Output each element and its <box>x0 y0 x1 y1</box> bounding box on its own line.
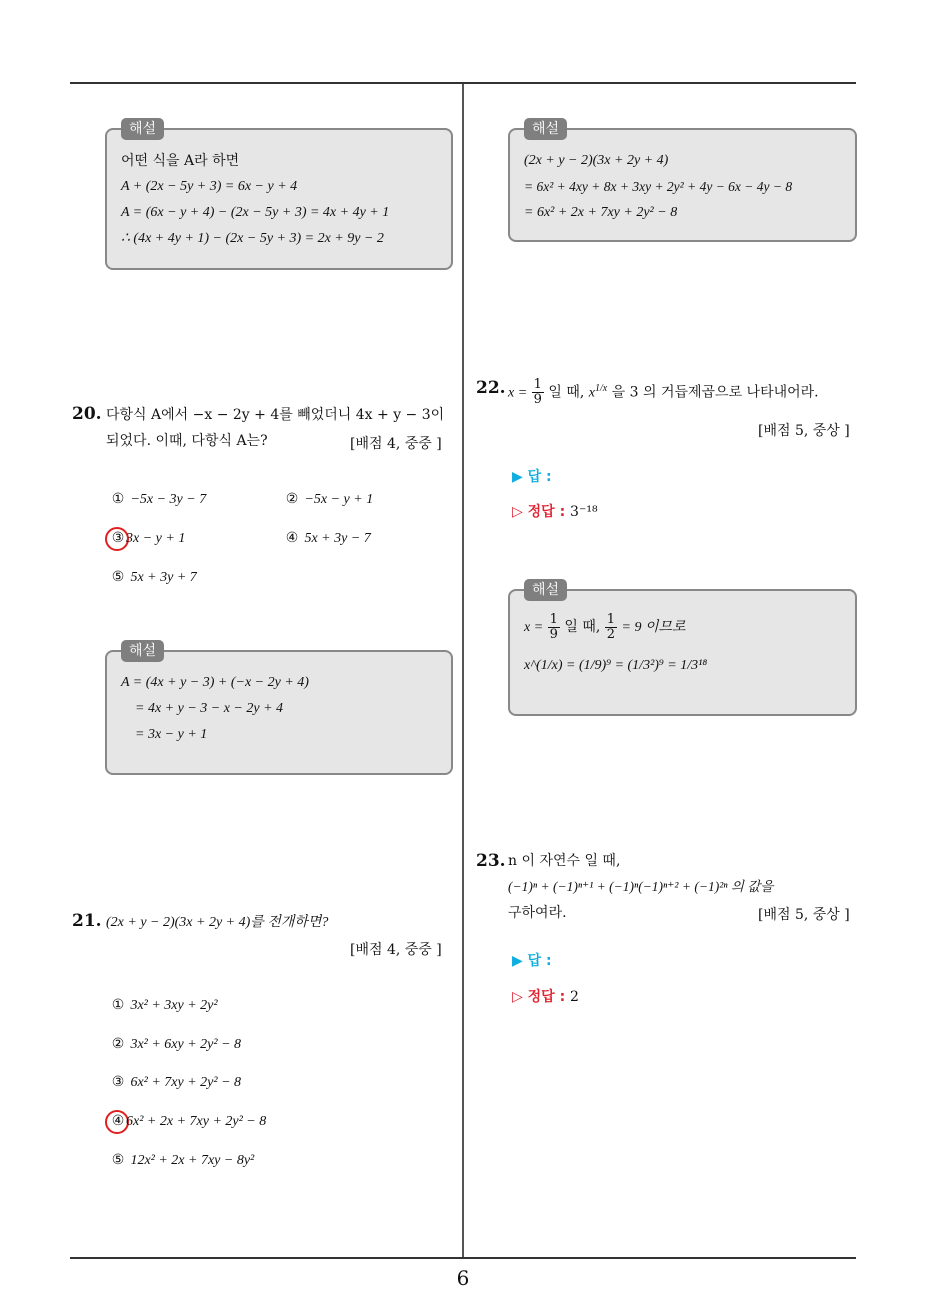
question-23-line3: 구하여라. <box>508 905 567 921</box>
explanation-line: A = (6x − y + 4) − (2x − 5y + 3) = 4x + 4y + 1 <box>121 205 390 220</box>
choice-text: 3x² + 3xy + 2y² <box>130 998 218 1013</box>
choice-mark: ⑤ <box>111 1152 125 1168</box>
choice-text: 6x² + 7xy + 2y² − 8 <box>130 1075 242 1090</box>
explanation-line: (2x + y − 2)(3x + 2y + 4) <box>524 153 669 168</box>
choice-mark: ③ <box>111 1074 125 1090</box>
correct-value: 2 <box>570 989 579 1005</box>
question-number-23: 23. <box>476 851 506 871</box>
explanation-line: ∴ (4x + 4y + 1) − (2x − 5y + 3) = 2x + 9y − 2 <box>121 231 384 246</box>
page-number: 6 <box>456 1266 470 1290</box>
explanation-line: 어떤 식을 A라 하면 <box>121 153 240 169</box>
question-23-score: [배점 5, 중상 ] <box>758 907 850 923</box>
answer-label-23: ▶ 답 : <box>512 953 552 969</box>
choice-20-3[interactable] <box>110 530 185 547</box>
q22-text-mid: 일 때, <box>543 384 589 401</box>
q22-text-end: 을 3 의 거듭제곱으로 나타내어라. <box>607 384 819 401</box>
explanation-line: = 4x + y − 3 − x − 2y + 4 <box>135 701 284 716</box>
q22-x-eq: x = <box>508 385 528 401</box>
question-21-text <box>106 910 328 936</box>
explanation-line: A = (4x + y − 3) + (−x − 2y + 4) <box>121 675 309 690</box>
explanation-line: x^(1/x) = (1/9)⁹ = (1/3²)⁹ = 1/3¹⁸ <box>524 658 708 673</box>
answer-label-22: ▶ 답 : <box>512 469 552 485</box>
choice-text: 6x² + 2x + 7xy + 2y² − 8 <box>126 1114 267 1129</box>
q22-fraction: $\frac{1}{9}$ <box>533 377 542 408</box>
question-20-score: [배점 4, 중중 ] <box>350 436 442 452</box>
choice-mark: ① <box>111 491 125 507</box>
correct-value: 3⁻¹⁸ <box>570 504 598 520</box>
choice-21-1[interactable] <box>110 997 218 1014</box>
explanation-line: = 6x² + 4xy + 8x + 3xy + 2y² + 4y − 6x − 4y − 8 <box>524 179 793 194</box>
question-number-20: 20. <box>72 404 102 424</box>
question-20-line1: 다항식 A에서 −x − 2y + 4를 빼었더니 4x + y − 3이 <box>106 407 445 423</box>
question-22-score: [배점 5, 중상 ] <box>758 423 850 439</box>
q22-exponent: 1/x <box>594 383 608 394</box>
choice-mark: ② <box>111 1036 125 1052</box>
explanation-box-19 <box>105 121 453 270</box>
explanation-line: = 3x − y + 1 <box>135 727 208 742</box>
choice-text: 5x + 3y + 7 <box>130 570 197 585</box>
choice-text: 12x² + 2x + 7xy − 8y² <box>130 1153 255 1168</box>
choice-mark: ⑤ <box>111 569 125 585</box>
correct-answer-22 <box>512 501 598 521</box>
correct-label: ▷ 정답 : <box>512 989 566 1005</box>
choice-mark: ② <box>285 491 299 507</box>
bottom-rule <box>70 1257 856 1259</box>
choice-mark: ③ <box>111 530 125 546</box>
choice-21-4[interactable] <box>110 1113 266 1130</box>
explanation-box-21 <box>508 121 857 242</box>
question-number-22: 22. <box>476 378 506 398</box>
question-23-line2: (−1)ⁿ + (−1)ⁿ⁺¹ + (−1)ⁿ(−1)ⁿ⁺² + (−1)²ⁿ 의 값을 <box>508 879 774 894</box>
explanation-line: = 6x² + 2x + 7xy + 2y² − 8 <box>524 205 678 220</box>
q22-x-pow: x <box>588 385 595 401</box>
choice-mark: ④ <box>111 1113 125 1129</box>
correct-answer-23 <box>512 986 579 1006</box>
explanation-tag: 해설 <box>121 118 164 140</box>
choice-20-1[interactable] <box>110 491 206 508</box>
choice-text: 3x² + 6xy + 2y² − 8 <box>130 1037 242 1052</box>
column-divider <box>462 84 464 1258</box>
explanation-line: A + (2x − 5y + 3) = 6x − y + 4 <box>121 179 298 194</box>
explanation-tag: 해설 <box>524 579 567 601</box>
choice-text: −5x − 3y − 7 <box>130 492 207 507</box>
question-21-line1: (2x + y − 2)(3x + 2y + 4)를 전개하면? <box>106 915 329 930</box>
explanation-tag: 해설 <box>121 640 164 662</box>
choice-mark: ④ <box>285 530 299 546</box>
question-number-21: 21. <box>72 911 102 931</box>
choice-20-2[interactable] <box>284 491 373 508</box>
explanation-tag: 해설 <box>524 118 567 140</box>
question-22-text <box>508 376 819 407</box>
choice-text: −5x − y + 1 <box>304 492 374 507</box>
correct-label: ▷ 정답 : <box>512 504 566 520</box>
choice-20-5[interactable] <box>110 569 197 586</box>
choice-mark: ① <box>111 997 125 1013</box>
choice-20-4[interactable] <box>284 530 371 547</box>
choice-text: 5x + 3y − 7 <box>304 531 371 546</box>
choice-21-5[interactable] <box>110 1152 254 1169</box>
question-21-score: [배점 4, 중중 ] <box>350 942 442 958</box>
explanation-box-22 <box>508 582 857 716</box>
explanation-box-20 <box>105 643 453 775</box>
question-23-line1: n 이 자연수 일 때, <box>508 853 621 869</box>
choice-text: 3x − y + 1 <box>126 531 186 546</box>
choice-21-2[interactable] <box>110 1036 241 1053</box>
choice-21-3[interactable] <box>110 1074 241 1091</box>
question-20-line2: 되었다. 이때, 다항식 A는? <box>106 433 268 449</box>
explanation-line: x = $\frac{1}{9}$ 일 때, $\frac{1}{2}$ = 9 이므로 <box>524 611 686 642</box>
